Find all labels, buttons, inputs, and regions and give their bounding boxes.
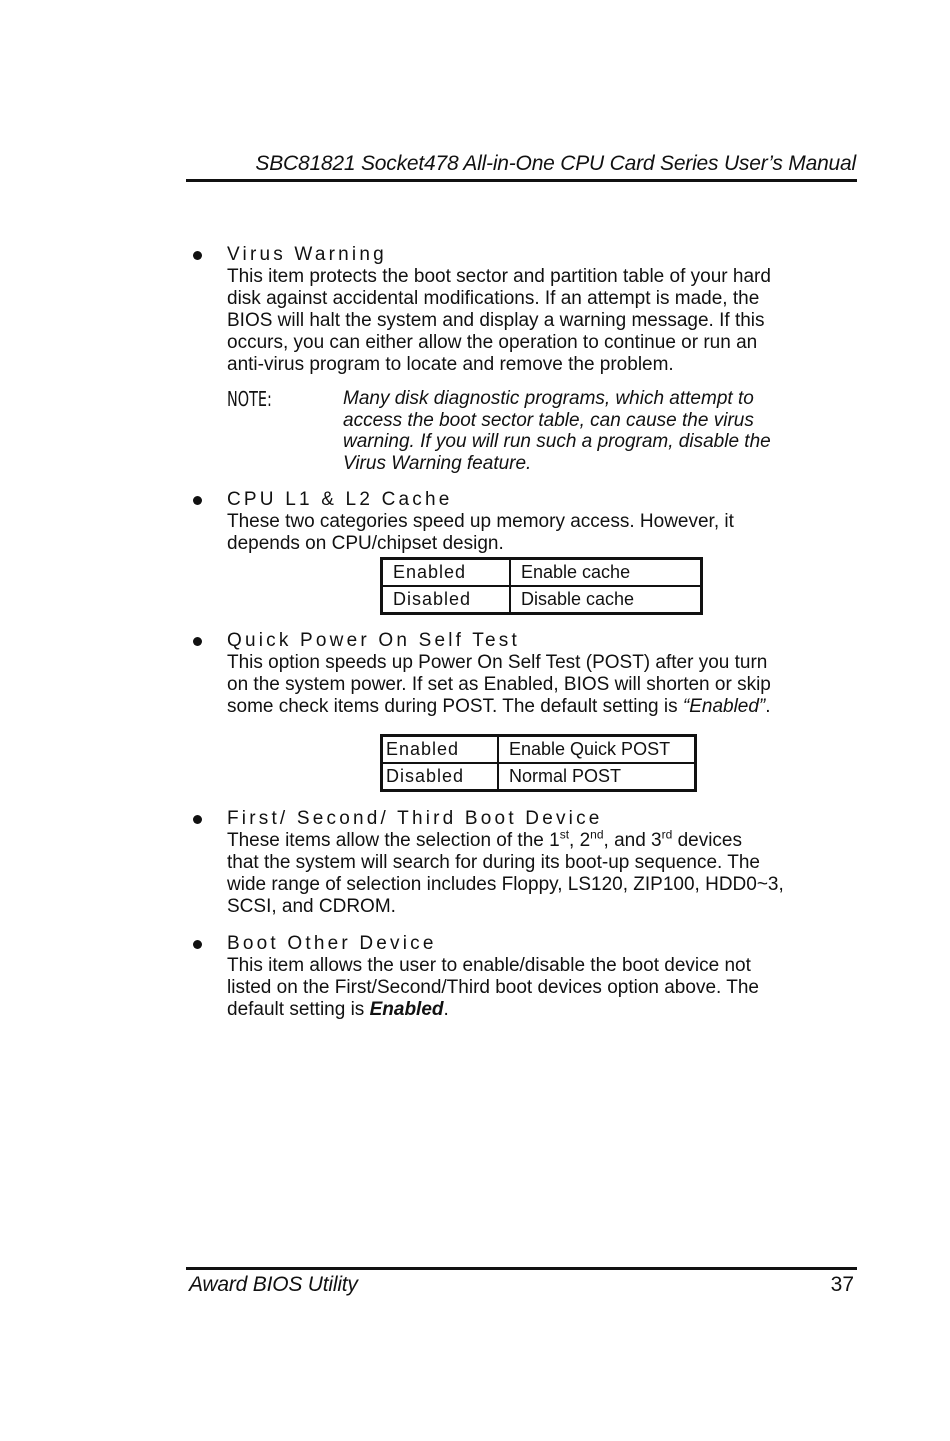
section-heading: Virus Warning bbox=[227, 244, 387, 265]
body-text: This item allows the user to enable/disable the boot device not listed on the First/Second/Third boot devices option above. The bbox=[227, 955, 759, 998]
post-options-table bbox=[380, 734, 697, 792]
page-number: 37 bbox=[830, 1273, 854, 1296]
table-row bbox=[382, 559, 702, 587]
bullet-icon bbox=[193, 940, 202, 949]
default-value: Enabled bbox=[369, 999, 444, 1020]
default-value: “Enabled” bbox=[682, 696, 766, 717]
bullet-icon bbox=[193, 815, 202, 824]
section-heading: Quick Power On Self Test bbox=[227, 630, 520, 651]
bullet-icon bbox=[193, 251, 202, 260]
bullet-icon bbox=[193, 496, 202, 505]
body-line: on the system power. If set as Enabled, BIOS will shorten or skip bbox=[227, 674, 771, 695]
body-text: . bbox=[443, 999, 449, 1020]
ordinal-suffix: st bbox=[559, 827, 570, 842]
note-text: Many disk diagnostic programs, which attempt to access the boot sector table, can cause the virus warning. If you will run such a program, disable the Virus Warning feature. bbox=[343, 388, 771, 474]
option-value: Disable cache bbox=[510, 586, 702, 614]
table-row bbox=[382, 763, 696, 791]
section-body bbox=[227, 652, 867, 718]
body-text: , 2 bbox=[569, 830, 591, 851]
section-body bbox=[227, 827, 867, 918]
footer-section-title: Award BIOS Utility bbox=[189, 1273, 358, 1296]
section-body: This item protects the boot sector and partition table of your hard disk against accidental modifications. If an attempt is made, the BIOS will halt the system and display a warning message. If this occurs, you can either allow the operation to continue or run an anti-virus program to locate and remove the problem. bbox=[227, 266, 771, 375]
body-text: These items allow the selection of the 1 bbox=[227, 830, 560, 851]
option-value: Normal POST bbox=[498, 763, 696, 791]
body-line: This option speeds up Power On Self Test (POST) after you turn bbox=[227, 652, 768, 673]
section-heading: Boot Other Device bbox=[227, 933, 437, 954]
body-text: devices bbox=[672, 830, 742, 851]
body-line bbox=[227, 827, 867, 852]
option-key: Disabled bbox=[382, 763, 499, 791]
body-line bbox=[227, 696, 867, 718]
option-value: Enable Quick POST bbox=[498, 736, 696, 764]
section-body: These two categories speed up memory access. However, it depends on CPU/chipset design. bbox=[227, 511, 734, 554]
section-body bbox=[227, 955, 867, 1021]
section-heading: First/ Second/ Third Boot Device bbox=[227, 808, 603, 829]
bullet-icon bbox=[193, 637, 202, 646]
table-row bbox=[382, 586, 702, 614]
body-text: . bbox=[765, 696, 771, 717]
ordinal-suffix: nd bbox=[590, 827, 604, 842]
body-text: default setting is bbox=[227, 999, 370, 1020]
option-key: Enabled bbox=[382, 559, 511, 587]
ordinal-suffix: rd bbox=[661, 827, 673, 842]
body-text: some check items during POST. The default setting is bbox=[227, 696, 683, 717]
option-value: Enable cache bbox=[510, 559, 702, 587]
option-key: Disabled bbox=[382, 586, 511, 614]
table-row bbox=[382, 736, 696, 764]
option-key: Enabled bbox=[382, 736, 499, 764]
body-text: that the system will search for during its boot-up sequence. The wide range of selection includes Floppy, LS120, ZIP100, HDD0~3, SCSI, and CDROM. bbox=[227, 852, 784, 917]
body-text: , and 3 bbox=[603, 830, 662, 851]
page-header-title: SBC81821 Socket478 All-in-One CPU Card Series User’s Manual bbox=[255, 152, 856, 175]
footer-divider bbox=[186, 1267, 857, 1270]
section-heading: CPU L1 & L2 Cache bbox=[227, 489, 453, 510]
note-label: NOTE: bbox=[227, 387, 272, 411]
cache-options-table bbox=[380, 557, 703, 615]
header-divider bbox=[186, 179, 857, 182]
